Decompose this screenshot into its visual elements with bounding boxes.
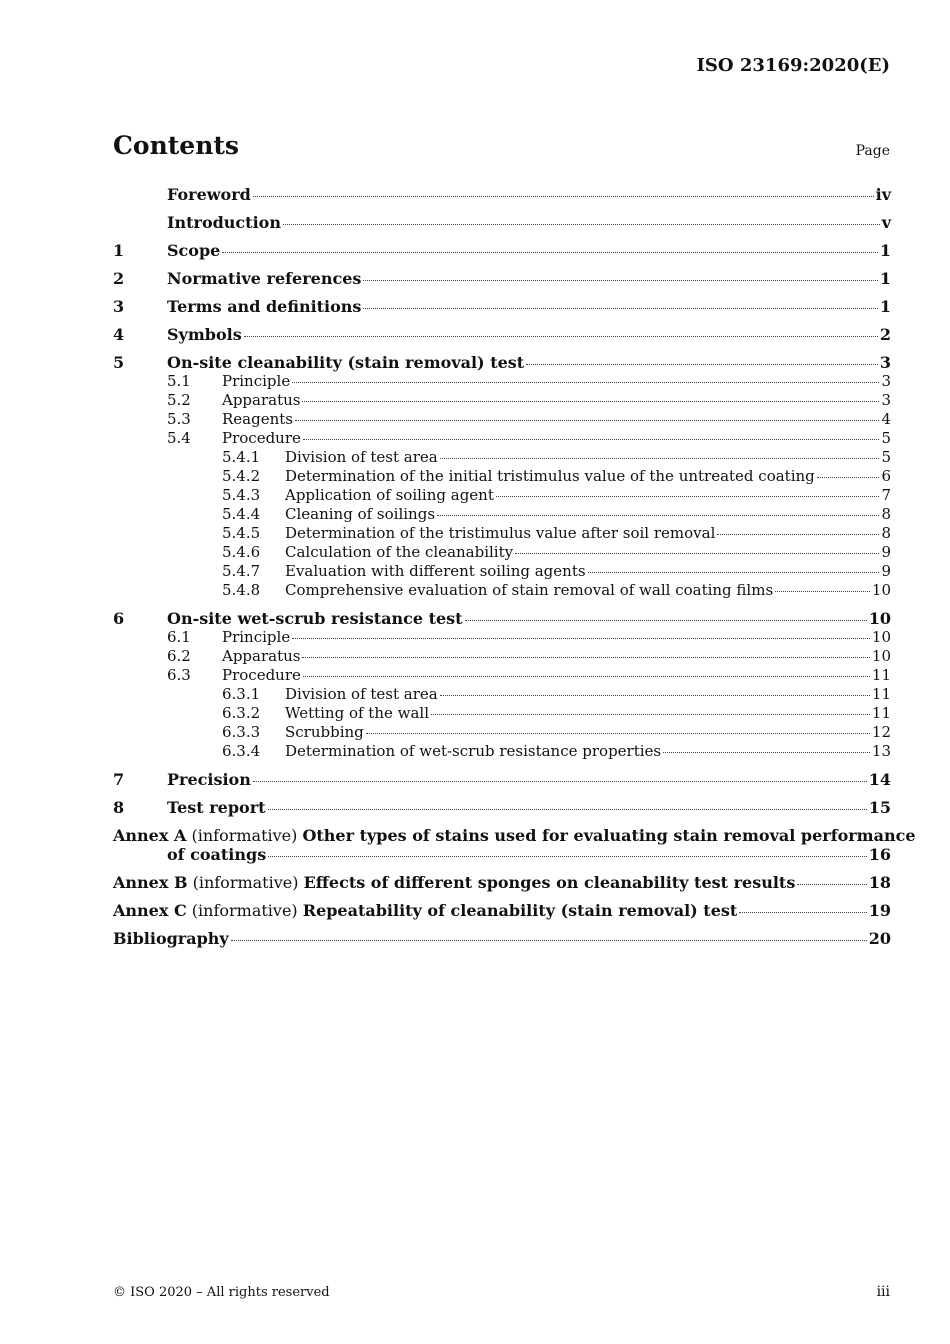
toc-entry-number: 6.3.4 xyxy=(222,742,261,760)
toc-entry-title: Wetting of the wall xyxy=(285,704,430,722)
toc-leader-dots xyxy=(440,695,870,696)
toc-entry[interactable] xyxy=(113,467,891,486)
page-column-label: Page xyxy=(855,143,890,159)
toc-entry-number: 5.4.7 xyxy=(222,562,261,580)
toc-entry-number: 6.2 xyxy=(167,647,191,665)
toc-entry[interactable] xyxy=(113,704,891,723)
toc-entry-title: Evaluation with different soiling agents xyxy=(285,562,586,580)
toc-entry-number: 3 xyxy=(113,297,125,316)
toc-leader-dots xyxy=(268,856,867,857)
toc-leader-dots xyxy=(302,401,879,402)
toc-entry[interactable] xyxy=(113,685,891,704)
toc-entry-number: 5.4.3 xyxy=(222,486,261,504)
toc-leader-dots xyxy=(588,572,880,573)
toc-entry[interactable] xyxy=(113,241,891,260)
toc-leader-dots xyxy=(437,515,879,516)
bibliography-page: 20 xyxy=(868,929,891,948)
toc-entry-title: Symbols xyxy=(167,325,242,344)
toc-leader-dots xyxy=(303,676,870,677)
toc-entry-title: Procedure xyxy=(222,666,301,684)
toc-leader-dots xyxy=(797,884,866,885)
toc-leader-dots xyxy=(231,940,867,941)
toc-entry-page: v xyxy=(881,213,891,232)
toc-entry-title: Scope xyxy=(167,241,221,260)
toc-entry[interactable] xyxy=(113,581,891,600)
toc-entry-number: 5.4.8 xyxy=(222,581,261,599)
annex-heading xyxy=(113,901,737,920)
annex-entry[interactable] xyxy=(113,826,916,864)
toc-leader-dots xyxy=(363,280,877,281)
toc-entry-title: Apparatus xyxy=(222,391,301,409)
toc-entry-title: On-site wet-scrub resistance test xyxy=(167,609,463,628)
toc-entry-page: 10 xyxy=(868,609,891,628)
toc-entry-page: 11 xyxy=(871,704,891,722)
toc-leader-dots xyxy=(366,733,870,734)
annex-heading xyxy=(113,873,795,892)
toc-entry-title: Determination of the initial tristimulus value of the untreated coating xyxy=(285,467,815,485)
toc-leader-dots xyxy=(775,591,870,592)
toc-entry[interactable] xyxy=(113,770,891,789)
toc-entry-number: 6.3 xyxy=(167,666,191,684)
toc-leader-dots xyxy=(283,224,880,225)
toc-entry-page: 10 xyxy=(871,581,891,599)
toc-entry-title: Foreword xyxy=(167,185,251,204)
toc-leader-dots xyxy=(222,252,878,253)
toc-leader-dots xyxy=(440,458,880,459)
toc-entry-number: 5.4.1 xyxy=(222,448,261,466)
toc-entry-title: Precision xyxy=(167,770,251,789)
toc-leader-dots xyxy=(253,196,874,197)
toc-leader-dots xyxy=(302,657,869,658)
toc-entry[interactable] xyxy=(113,391,891,410)
toc-entry-title: Procedure xyxy=(222,429,301,447)
toc-entry[interactable] xyxy=(113,353,891,372)
toc-entry[interactable] xyxy=(113,798,891,817)
toc-entry-page: 10 xyxy=(871,628,891,646)
toc-entry[interactable] xyxy=(113,562,891,581)
toc-entry-number: 5.4.2 xyxy=(222,467,261,485)
annex-page: 16 xyxy=(868,845,891,864)
toc-entry-title: Division of test area xyxy=(285,685,438,703)
toc-entry-title: Determination of wet-scrub resistance properties xyxy=(285,742,662,760)
toc-entry[interactable] xyxy=(113,372,891,391)
toc-entry-page: iv xyxy=(875,185,891,204)
toc-entry[interactable] xyxy=(113,325,891,344)
annex-continuation xyxy=(113,845,891,864)
toc-entry-page: 13 xyxy=(871,742,891,760)
annex-line xyxy=(113,901,891,920)
annex-type: (informative) xyxy=(192,873,299,892)
toc-entry-title: Comprehensive evaluation of stain removal of wall coating films xyxy=(285,581,774,599)
toc-entry[interactable] xyxy=(113,448,891,467)
toc-leader-dots xyxy=(663,752,870,753)
toc-entry-title: Determination of the tristimulus value after soil removal xyxy=(285,524,716,542)
toc-entry[interactable] xyxy=(113,666,891,685)
toc-entry-title: Principle xyxy=(222,628,291,646)
toc-leader-dots xyxy=(303,439,880,440)
toc-entry-page: 7 xyxy=(881,486,891,504)
toc-entry-page: 6 xyxy=(881,467,891,485)
toc-entry-page: 4 xyxy=(881,410,891,428)
toc-entry-number: 5 xyxy=(113,353,125,372)
page-number: iii xyxy=(876,1284,890,1300)
annex-label: Annex C xyxy=(113,901,187,920)
annex-label: Annex B xyxy=(113,873,188,892)
toc-entry-page: 8 xyxy=(881,524,891,542)
annex-line xyxy=(113,873,891,892)
toc-leader-dots xyxy=(244,336,878,337)
toc-entry[interactable] xyxy=(113,486,891,505)
toc-entry-title: Normative references xyxy=(167,269,362,288)
toc-entry-number: 8 xyxy=(113,798,125,817)
toc-leader-dots xyxy=(431,714,870,715)
toc-entry-title: Cleaning of soilings xyxy=(285,505,436,523)
annex-type: (informative) xyxy=(191,901,298,920)
toc-entry-page: 1 xyxy=(879,241,891,260)
toc-entry-title: Terms and definitions xyxy=(167,297,362,316)
annex-title: Repeatability of cleanability (stain removal) test xyxy=(302,901,738,920)
document-id: ISO 23169:2020(E) xyxy=(696,55,890,76)
toc-leader-dots xyxy=(526,364,878,365)
toc-leader-dots xyxy=(465,620,867,621)
toc-entry-page: 1 xyxy=(879,297,891,316)
toc-entry-number: 5.3 xyxy=(167,410,191,428)
toc-entry[interactable] xyxy=(113,297,891,316)
toc-entry-number: 5.4.5 xyxy=(222,524,261,542)
annex-title: Other types of stains used for evaluating stain removal performance xyxy=(302,826,916,845)
toc-entry[interactable] xyxy=(113,429,891,448)
toc-entry[interactable] xyxy=(113,628,891,647)
contents-heading: Contents xyxy=(113,131,240,160)
toc-entry-page: 8 xyxy=(881,505,891,523)
annex-page: 19 xyxy=(868,901,891,920)
toc-entry[interactable] xyxy=(113,269,891,288)
toc-entry-title: Introduction xyxy=(167,213,281,232)
table-of-contents xyxy=(113,185,916,948)
toc-leader-dots xyxy=(295,420,879,421)
toc-entry-number: 6.1 xyxy=(167,628,191,646)
toc-entry-title: Calculation of the cleanability xyxy=(285,543,514,561)
toc-entry-page: 11 xyxy=(871,685,891,703)
toc-entry-number: 6.3.3 xyxy=(222,723,261,741)
toc-entry[interactable] xyxy=(113,213,891,232)
toc-leader-dots xyxy=(253,781,867,782)
toc-entry-title: Test report xyxy=(167,798,266,817)
toc-entry[interactable] xyxy=(113,609,891,628)
toc-entry-title: Scrubbing xyxy=(285,723,364,741)
toc-entry-number: 7 xyxy=(113,770,125,789)
annex-entry[interactable] xyxy=(113,901,891,920)
annex-label: Annex A xyxy=(113,826,187,845)
toc-entry-bibliography[interactable] xyxy=(113,929,891,948)
annex-line xyxy=(113,826,916,845)
toc-entry-title: On-site cleanability (stain removal) test xyxy=(167,353,525,372)
toc-entry-number: 1 xyxy=(113,241,125,260)
toc-entry-number: 5.1 xyxy=(167,372,191,390)
toc-entry-page: 12 xyxy=(871,723,891,741)
toc-entry-number: 2 xyxy=(113,269,125,288)
toc-entry[interactable] xyxy=(113,410,891,429)
annex-page: 18 xyxy=(868,873,891,892)
toc-entry-page: 9 xyxy=(881,562,891,580)
toc-entry-number: 6.3.1 xyxy=(222,685,261,703)
toc-entry-title: Apparatus xyxy=(222,647,301,665)
toc-entry-page: 11 xyxy=(871,666,891,684)
toc-entry-page: 3 xyxy=(881,391,891,409)
toc-entry-page: 2 xyxy=(879,325,891,344)
toc-entry-title: Division of test area xyxy=(285,448,438,466)
annex-type: (informative) xyxy=(191,826,298,845)
toc-entry-page: 3 xyxy=(879,353,891,372)
annex-title-cont: of coatings xyxy=(167,845,267,864)
toc-leader-dots xyxy=(268,809,867,810)
toc-entry-page: 3 xyxy=(881,372,891,390)
toc-entry-number: 5.4.6 xyxy=(222,543,261,561)
bibliography-title: Bibliography xyxy=(113,929,229,948)
toc-entry[interactable] xyxy=(113,505,891,524)
toc-entry-number: 4 xyxy=(113,325,125,344)
toc-entry[interactable] xyxy=(113,185,891,204)
annex-entry[interactable] xyxy=(113,873,891,892)
toc-leader-dots xyxy=(817,477,880,478)
toc-entry[interactable] xyxy=(113,723,891,742)
toc-leader-dots xyxy=(292,382,879,383)
toc-entry-number: 6 xyxy=(113,609,125,628)
toc-entry-page: 10 xyxy=(871,647,891,665)
annex-title: Effects of different sponges on cleanability test results xyxy=(303,873,796,892)
toc-entry-number: 5.4 xyxy=(167,429,191,447)
toc-entry-number: 6.3.2 xyxy=(222,704,261,722)
toc-leader-dots xyxy=(739,912,866,913)
toc-leader-dots xyxy=(515,553,879,554)
toc-entry[interactable] xyxy=(113,742,891,761)
toc-entry-page: 14 xyxy=(868,770,891,789)
toc-entry[interactable] xyxy=(113,647,891,666)
toc-leader-dots xyxy=(496,496,880,497)
toc-entry-number: 5.4.4 xyxy=(222,505,261,523)
toc-leader-dots xyxy=(292,638,870,639)
toc-entry-number: 5.2 xyxy=(167,391,191,409)
toc-entry-page: 1 xyxy=(879,269,891,288)
toc-entry-page: 9 xyxy=(881,543,891,561)
toc-entry-page: 15 xyxy=(868,798,891,817)
toc-entry-title: Reagents xyxy=(222,410,293,428)
toc-entry-page: 5 xyxy=(881,429,891,447)
toc-leader-dots xyxy=(717,534,879,535)
toc-entry-title: Principle xyxy=(222,372,291,390)
toc-entry-title: Application of soiling agent xyxy=(285,486,494,504)
toc-entry[interactable] xyxy=(113,524,891,543)
toc-entry-page: 5 xyxy=(881,448,891,466)
toc-entry[interactable] xyxy=(113,543,891,562)
copyright-notice: © ISO 2020 – All rights reserved xyxy=(113,1285,330,1300)
toc-leader-dots xyxy=(363,308,877,309)
